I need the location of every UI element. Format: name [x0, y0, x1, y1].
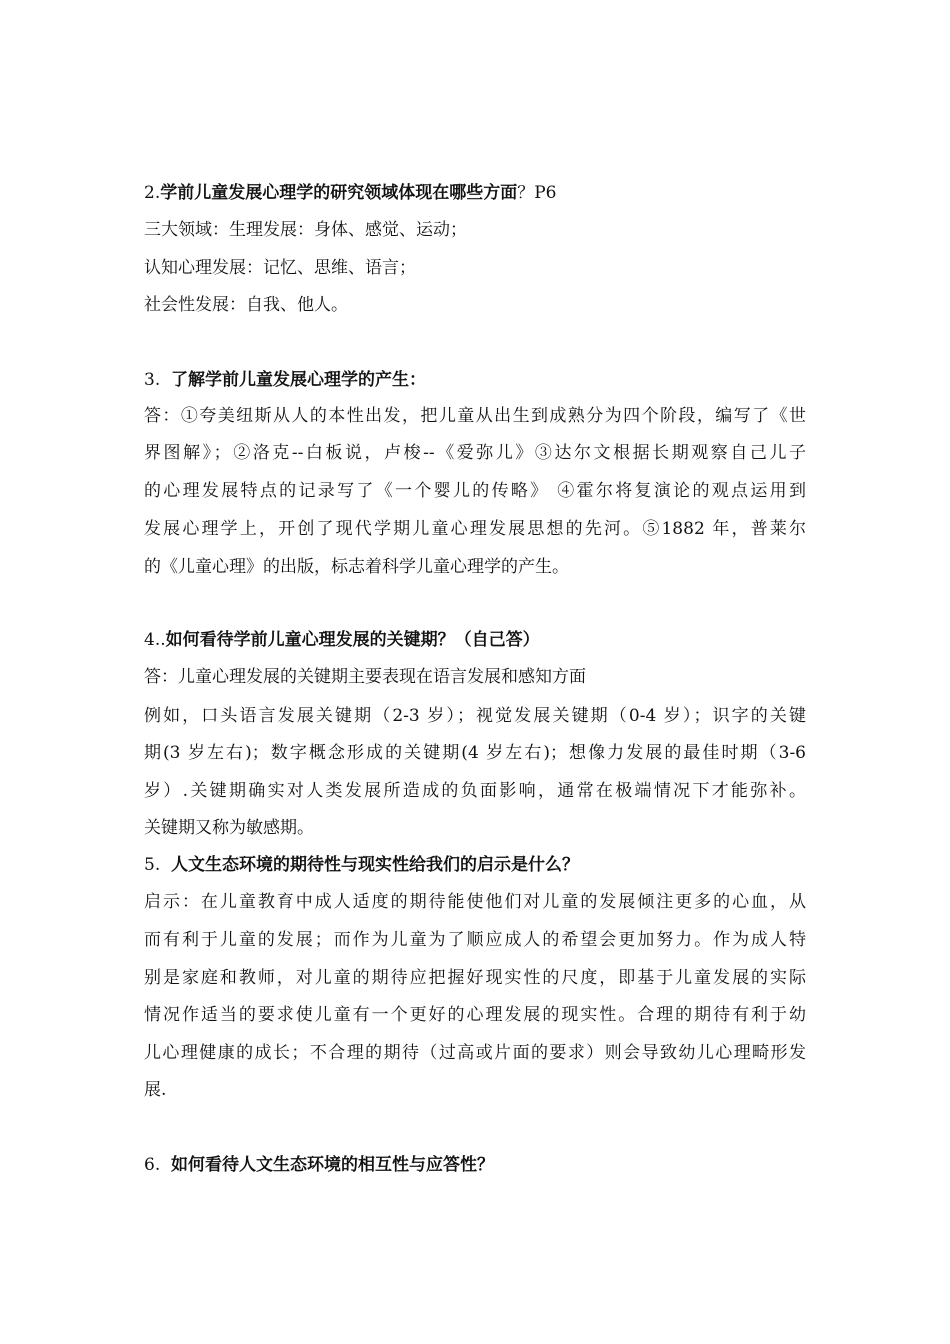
heading-text: 人文生态环境的期待性与现实性给我们的启示是什么？ — [171, 855, 580, 875]
paragraph-line: 的《儿童心理》的出版，标志着科学儿童心理学的产生。 — [144, 557, 569, 577]
paragraph-line: 儿心理健康的成长；不合理的期待（过高或片面的要求）则会导致幼儿心理畸形发 — [144, 1043, 806, 1063]
paragraph-line: 答：儿童心理发展的关键期主要表现在语言发展和感知方面 — [144, 667, 586, 687]
heading-text: 如何看待学前儿童心理发展的关键期？（自己答） — [165, 630, 540, 650]
section-5-heading — [144, 853, 579, 877]
paragraph-line: 的心理发展特点的记录写了《一个婴儿的传略》 ④霍尔将复演论的观点运用到 — [144, 481, 806, 501]
heading-text: 学前儿童发展心理学的研究领域体现在哪些方面 — [160, 183, 518, 203]
heading-text: 如何看待人文生态环境的相互性与应答性？ — [171, 1155, 495, 1175]
paragraph-line: 关键期又称为敏感期。 — [144, 818, 314, 838]
paragraph-line: 社会性发展：自我、他人。 — [144, 295, 348, 315]
paragraph-line: 三大领域：生理发展：身体、感觉、运动； — [144, 220, 467, 240]
paragraph-line: 例如，口头语言发展关键期（2-3 岁）；视觉发展关键期（0-4 岁）；识字的关键 — [144, 706, 806, 726]
paragraph-line: 岁）.关键期确实对人类发展所造成的负面影响，通常在极端情况下才能弥补。 — [144, 781, 806, 801]
heading-number: 6. — [144, 1155, 161, 1175]
paragraph-line: 别是家庭和教师，对儿童的期待应把握好现实性的尺度，即基于儿童发展的实际 — [144, 968, 806, 988]
paragraph-line: 答：①夸美纽斯从人的本性出发，把儿童从出生到成熟分为四个阶段，编写了《世 — [144, 406, 806, 426]
heading-suffix: ？P6 — [517, 183, 557, 203]
paragraph-line: 展. — [144, 1080, 167, 1100]
section-6-heading — [144, 1153, 494, 1177]
heading-number: 5. — [144, 855, 161, 875]
section-4-heading — [144, 628, 540, 652]
heading-number: 4.. — [144, 630, 166, 650]
paragraph-line: 认知心理发展：记忆、思维、语言； — [144, 258, 416, 278]
section-3-heading — [144, 368, 426, 392]
paragraph-line: 界图解》；②洛克--白板说，卢梭--《爱弥儿》③达尔文根据长期观察自己儿子 — [144, 443, 806, 463]
paragraph-line: 发展心理学上，开创了现代学期儿童心理发展思想的先河。⑤1882 年，普莱尔 — [144, 519, 806, 539]
paragraph-line: 而有利于儿童的发展；而作为儿童为了顺应成人的希望会更加努力。作为成人特 — [144, 930, 806, 950]
paragraph-line: 情况作适当的要求使儿童有一个更好的心理发展的现实性。合理的期待有利于幼 — [144, 1005, 806, 1025]
heading-suffix: ： — [409, 370, 427, 390]
heading-text: 了解学前儿童发展心理学的产生 — [171, 370, 410, 390]
heading-number: 3. — [144, 370, 161, 390]
heading-number: 2. — [144, 183, 161, 203]
section-2-heading — [144, 181, 557, 205]
paragraph-line: 启示：在儿童教育中成人适度的期待能使他们对儿童的发展倾注更多的心血，从 — [144, 892, 806, 912]
paragraph-line: 期(3 岁左右)；数字概念形成的关键期(4 岁左右)；想像力发展的最佳时期（3-6 — [144, 743, 806, 763]
